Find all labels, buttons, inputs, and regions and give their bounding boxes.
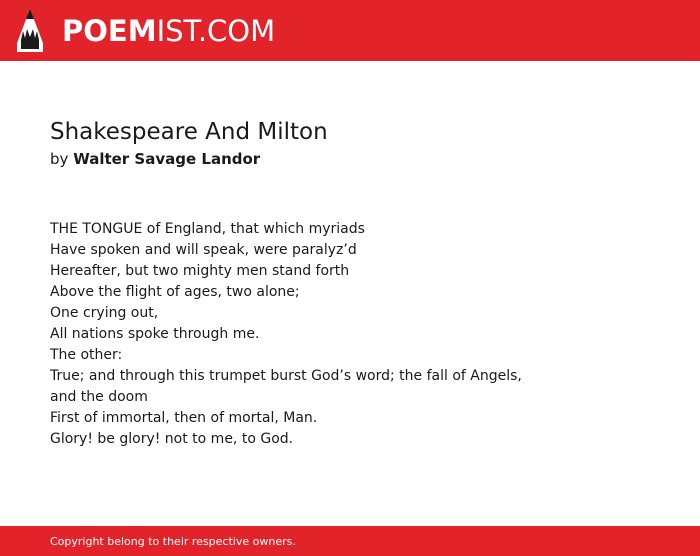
pencil-icon <box>17 9 43 52</box>
site-footer <box>0 526 700 556</box>
poem-title: Shakespeare And Milton <box>50 119 328 145</box>
poem-line: Glory! be glory! not to me, to God. <box>50 431 294 447</box>
site-logo[interactable] <box>62 13 275 49</box>
poem-line: The other: <box>50 347 123 363</box>
poem-line: Have spoken and will speak, were paralyz’d <box>50 242 357 258</box>
site-header <box>0 0 700 61</box>
poem-line: First of immortal, then of mortal, Man. <box>50 410 318 426</box>
by-prefix: by <box>50 150 69 168</box>
poem-line: Above the flight of ages, two alone; <box>50 284 300 300</box>
poem-byline <box>50 149 260 169</box>
poem-author: Walter Savage Landor <box>73 150 261 168</box>
poem-line: Hereafter, but two mighty men stand forth <box>50 263 350 279</box>
poem-line: All nations spoke through me. <box>50 326 260 342</box>
poem-line: THE TONGUE of England, that which myriads <box>50 221 365 237</box>
poem-body <box>50 219 550 450</box>
logo-bold-text: POEM <box>62 14 157 48</box>
copyright-notice: Copyright belong to their respective owners. <box>50 535 296 548</box>
poem-line: One crying out, <box>50 305 159 321</box>
poem-line: True; and through this trumpet burst God’s word; the fall of Angels, and the doom <box>50 368 522 405</box>
logo-light-text: IST.COM <box>156 14 276 48</box>
